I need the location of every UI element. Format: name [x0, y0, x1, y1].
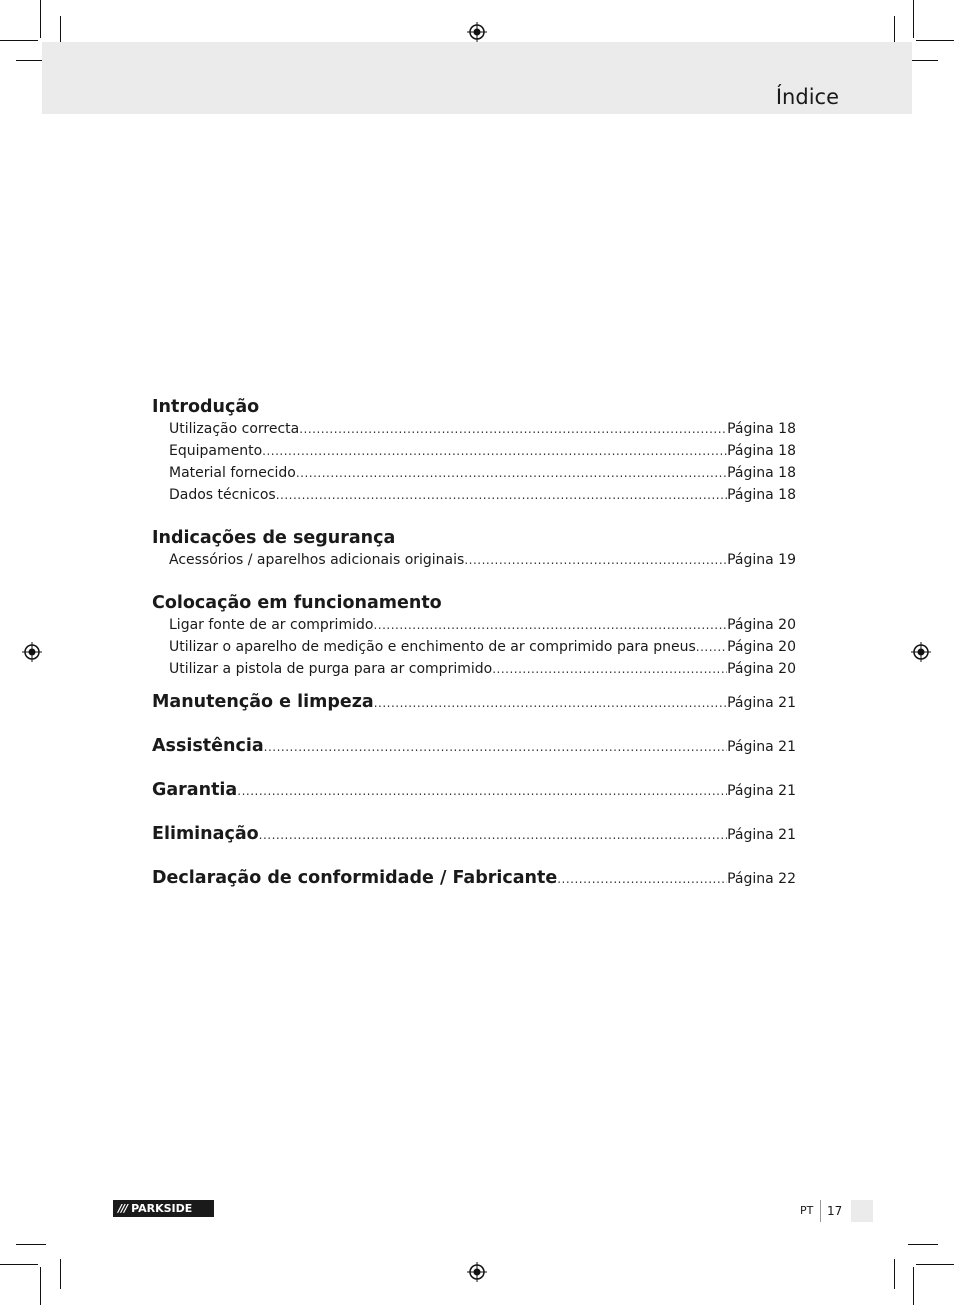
toc-entry-label: Dados técnicos — [169, 487, 276, 503]
toc-entry-label: Acessórios / aparelhos adicionais originais — [169, 552, 465, 568]
toc-entry-label: Utilizar a pistola de purga para ar comprimido — [169, 661, 493, 677]
toc-main-entry[interactable] — [152, 856, 796, 900]
crop-mark — [894, 1259, 895, 1289]
toc-entry-page: Página 20 — [727, 661, 796, 677]
dot-leader — [237, 769, 727, 813]
crop-mark — [0, 40, 38, 41]
toc-section-title: Colocação em funcionamento — [152, 593, 442, 613]
dot-leader — [264, 725, 727, 769]
toc-entry-label: Utilização correcta — [169, 421, 300, 437]
toc-entry[interactable] — [152, 636, 796, 658]
toc-entry-page: Página 18 — [727, 443, 796, 459]
footer-divider — [820, 1200, 821, 1222]
crop-mark — [913, 0, 914, 38]
toc-entry-page: Página 21 — [727, 783, 796, 799]
toc-entry-label: Equipamento — [169, 443, 263, 459]
toc-entry-page: Página 21 — [727, 695, 796, 711]
crop-mark — [40, 0, 41, 38]
toc-entry-label: Utilizar o aparelho de medição e enchimento de ar comprimido para pneus — [169, 639, 696, 655]
dot-leader — [262, 440, 727, 462]
table-of-contents — [152, 396, 796, 900]
dot-leader — [373, 614, 727, 636]
crop-mark — [40, 1267, 41, 1305]
toc-main-entry-label: Garantia — [152, 780, 238, 800]
crop-mark — [908, 60, 938, 61]
toc-entry-page: Página 18 — [727, 487, 796, 503]
toc-entry[interactable] — [152, 418, 796, 440]
dot-leader — [374, 681, 727, 725]
crop-mark — [916, 1264, 954, 1265]
toc-main-entry-label: Manutenção e limpeza — [152, 692, 374, 712]
dot-leader — [296, 462, 727, 484]
toc-entry[interactable] — [152, 484, 796, 506]
crop-mark — [0, 1264, 38, 1265]
toc-entry-page: Página 21 — [727, 827, 796, 843]
language-code: PT — [800, 1204, 814, 1217]
dot-leader — [464, 549, 727, 571]
toc-entry-page: Página 20 — [727, 639, 796, 655]
toc-entry[interactable] — [152, 549, 796, 571]
toc-entry-label: Material fornecido — [169, 465, 296, 481]
toc-section-title: Indicações de segurança — [152, 528, 396, 548]
toc-main-entry-label: Declaração de conformidade / Fabricante — [152, 868, 558, 888]
crosshair-registration-icon — [22, 642, 42, 662]
dot-leader — [557, 857, 727, 901]
toc-main-entry-label: Eliminação — [152, 824, 259, 844]
crosshair-registration-icon — [467, 1262, 487, 1282]
toc-entry-page: Página 21 — [727, 739, 796, 755]
dot-leader — [492, 658, 727, 680]
toc-main-entry[interactable] — [152, 680, 796, 724]
toc-entry-page: Página 22 — [727, 871, 796, 887]
page-title: Índice — [775, 85, 839, 109]
dot-leader — [299, 418, 727, 440]
brand-logo-stripes: /// — [118, 1202, 128, 1215]
crosshair-registration-icon — [911, 642, 931, 662]
toc-section-title: Introdução — [152, 397, 260, 417]
crop-mark — [60, 1259, 61, 1289]
crosshair-registration-icon — [467, 22, 487, 42]
toc-entry[interactable] — [152, 440, 796, 462]
dot-leader — [259, 813, 727, 857]
toc-entry[interactable] — [152, 614, 796, 636]
crop-mark — [916, 40, 954, 41]
crop-mark — [908, 1244, 938, 1245]
toc-entry-label: Ligar fonte de ar comprimido — [169, 617, 374, 633]
toc-entry[interactable] — [152, 658, 796, 680]
toc-main-entry[interactable] — [152, 768, 796, 812]
page-number: 17 — [827, 1204, 843, 1218]
crop-mark — [16, 1244, 46, 1245]
toc-main-entry-label: Assistência — [152, 736, 264, 756]
brand-logo — [113, 1200, 214, 1217]
toc-entry[interactable] — [152, 462, 796, 484]
brand-logo-text: PARKSIDE — [131, 1202, 193, 1215]
toc-main-entry[interactable] — [152, 724, 796, 768]
footer-tab-box — [851, 1200, 873, 1222]
toc-entry-page: Página 20 — [727, 617, 796, 633]
toc-entry-page: Página 19 — [727, 552, 796, 568]
toc-entry-page: Página 18 — [727, 465, 796, 481]
dot-leader — [696, 636, 727, 658]
dot-leader — [276, 484, 727, 506]
toc-entry-page: Página 18 — [727, 421, 796, 437]
toc-main-entry[interactable] — [152, 812, 796, 856]
crop-mark — [913, 1267, 914, 1305]
